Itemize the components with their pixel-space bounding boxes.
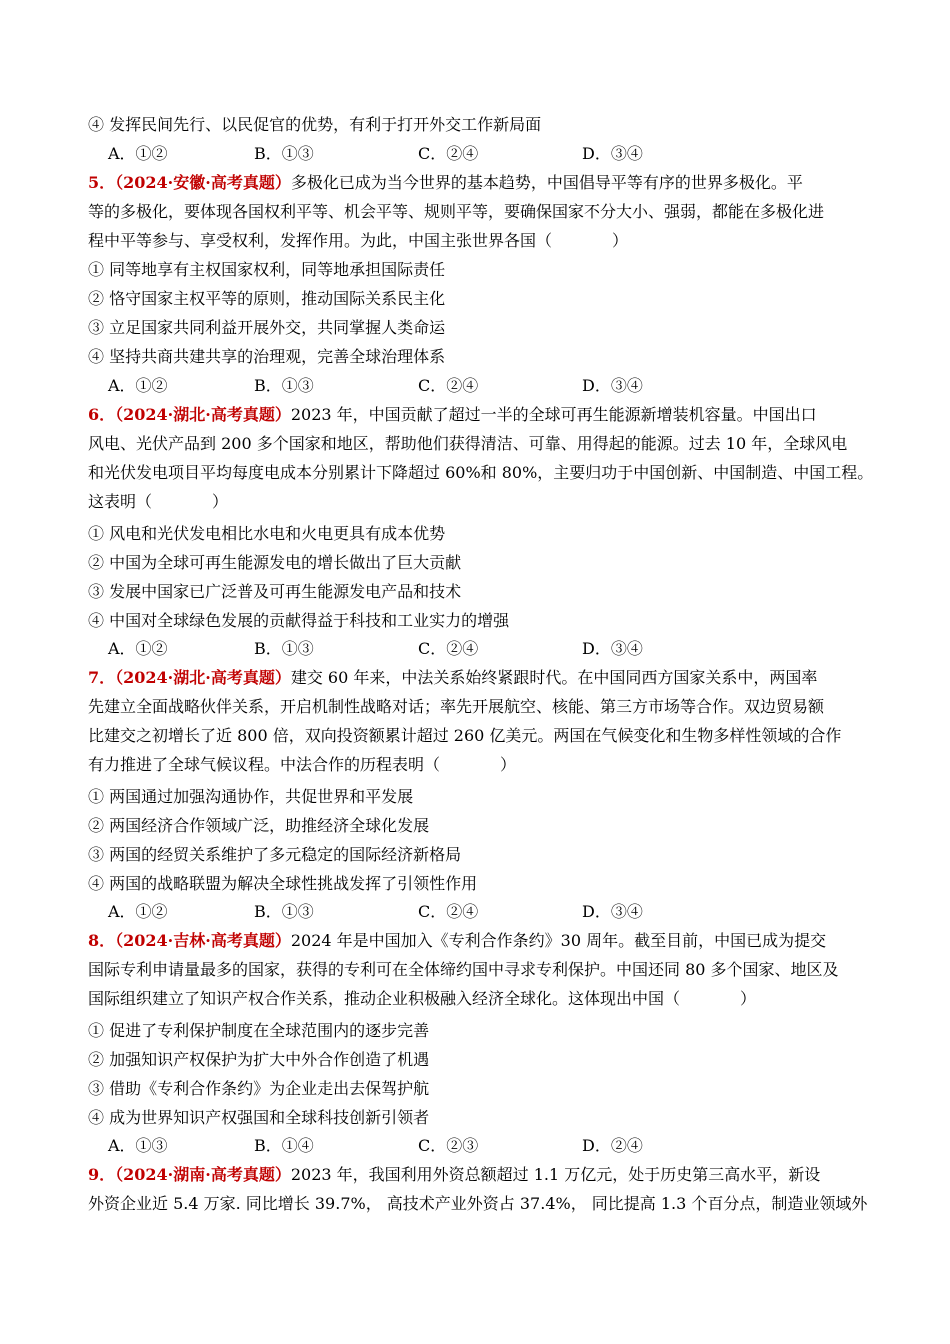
q4-options bbox=[108, 144, 808, 164]
question-number: 8． bbox=[88, 931, 116, 950]
option-d[interactable]: D．③④ bbox=[582, 639, 643, 658]
q7-statement-2: ② 两国经济合作领域广泛，助推经济全球化发展 bbox=[88, 816, 430, 835]
option-b[interactable]: B．①③ bbox=[254, 902, 314, 921]
q5-statement-1: ① 同等地享有主权国家权利，同等地承担国际责任 bbox=[88, 260, 446, 279]
question-number: 9． bbox=[88, 1165, 116, 1184]
q8-statement-4: ④ 成为世界知识产权强国和全球科技创新引领者 bbox=[88, 1108, 430, 1127]
q5-line-1: 5．（2024·安徽·高考真题）多极化已成为当今世界的基本趋势，中国倡导平等有序的世界多极化。平 bbox=[88, 173, 803, 192]
option-c[interactable]: C．②③ bbox=[418, 1136, 479, 1155]
option-b[interactable]: B．①③ bbox=[254, 639, 314, 658]
q5-line-3: 程中平等参与、享受权利，发挥作用。为此，中国主张世界各国（ ） bbox=[88, 231, 629, 250]
q4-statement-4: ④ 发挥民间先行、以民促官的优势，有利于打开外交工作新局面 bbox=[88, 115, 542, 134]
q5-options bbox=[108, 376, 808, 396]
q6-statement-1: ① 风电和光伏发电相比水电和火电更具有成本优势 bbox=[88, 524, 446, 543]
question-source: （2024·湖南·高考真题） bbox=[115, 1165, 291, 1184]
q7-options bbox=[108, 902, 808, 922]
question-number: 7． bbox=[88, 668, 116, 687]
option-d[interactable]: D．③④ bbox=[582, 144, 643, 163]
q7-statement-1: ① 两国通过加强沟通协作，共促世界和平发展 bbox=[88, 787, 414, 806]
question-source: （2024·安徽·高考真题） bbox=[115, 173, 291, 192]
q7-statement-4: ④ 两国的战略联盟为解决全球性挑战发挥了引领性作用 bbox=[88, 874, 478, 893]
option-d[interactable]: D．②④ bbox=[582, 1136, 643, 1155]
q7-line-1: 7．（2024·湖北·高考真题）建交 60 年来，中法关系始终紧跟时代。在中国同西方国家关系中，两国率 bbox=[88, 668, 818, 687]
option-b[interactable]: B．①③ bbox=[254, 376, 314, 395]
q7-statement-3: ③ 两国的经贸关系维护了多元稳定的国际经济新格局 bbox=[88, 845, 462, 864]
option-a[interactable]: A．①② bbox=[108, 144, 168, 163]
q7-line-2: 先建立全面战略伙伴关系，开启机制性战略对话；率先开展航空、核能、第三方市场等合作。双边贸易额 bbox=[88, 697, 825, 716]
q8-line-3: 国际组织建立了知识产权合作关系，推动企业积极融入经济全球化。这体现出中国（ ） bbox=[88, 989, 757, 1008]
q6-line-1: 6．（2024·湖北·高考真题）2023 年，中国贡献了超过一半的全球可再生能源新增装机容量。中国出口 bbox=[88, 405, 817, 424]
question-number: 5． bbox=[88, 173, 116, 192]
option-c[interactable]: C．②④ bbox=[418, 144, 479, 163]
q9-line-2: 外资企业近 5.4 万家. 同比增长 39.7%， 高技术产业外资占 37.4%， 同比提高 1.3 个百分点，制造业领域外 bbox=[88, 1194, 868, 1213]
q5-line-2: 等的多极化，要体现各国权利平等、机会平等、规则平等，要确保国家不分大小、强弱，都能在多极化进 bbox=[88, 202, 825, 221]
question-source: （2024·湖北·高考真题） bbox=[115, 668, 291, 687]
option-d[interactable]: D．③④ bbox=[582, 902, 643, 921]
option-c[interactable]: C．②④ bbox=[418, 376, 479, 395]
question-number: 6． bbox=[88, 405, 116, 424]
q8-line-2: 国际专利申请量最多的国家，获得的专利可在全体缔约国中寻求专利保护。中国还同 80 多个国家、地区及 bbox=[88, 960, 839, 979]
q5-statement-2: ② 恪守国家主权平等的原则，推动国际关系民主化 bbox=[88, 289, 446, 308]
q6-statement-4: ④ 中国对全球绿色发展的贡献得益于科技和工业实力的增强 bbox=[88, 611, 510, 630]
q5-statement-4: ④ 坚持共商共建共享的治理观，完善全球治理体系 bbox=[88, 347, 446, 366]
question-source: （2024·吉林·高考真题） bbox=[115, 931, 291, 950]
option-a[interactable]: A．①② bbox=[108, 902, 168, 921]
q9-line-1: 9．（2024·湖南·高考真题）2023 年，我国利用外资总额超过 1.1 万亿元，处于历史第三高水平，新设 bbox=[88, 1165, 821, 1184]
q6-line-4: 这表明（ ） bbox=[88, 492, 229, 511]
option-a[interactable]: A．①③ bbox=[108, 1136, 168, 1155]
option-b[interactable]: B．①④ bbox=[254, 1136, 314, 1155]
option-a[interactable]: A．①② bbox=[108, 639, 168, 658]
q7-line-4: 有力推进了全球气候议程。中法合作的历程表明（ ） bbox=[88, 755, 517, 774]
option-a[interactable]: A．①② bbox=[108, 376, 168, 395]
question-source: （2024·湖北·高考真题） bbox=[115, 405, 291, 424]
q6-line-3: 和光伏发电项目平均每度电成本分别累计下降超过 60%和 80%，主要归功于中国创新、中国制造、中国工程。 bbox=[88, 463, 874, 482]
q8-options bbox=[108, 1136, 808, 1156]
q6-options bbox=[108, 639, 808, 659]
q8-line-1: 8．（2024·吉林·高考真题）2024 年是中国加入《专利合作条约》30 周年。截至目前，中国已成为提交 bbox=[88, 931, 827, 950]
option-c[interactable]: C．②④ bbox=[418, 639, 479, 658]
q6-statement-3: ③ 发展中国家已广泛普及可再生能源发电产品和技术 bbox=[88, 582, 462, 601]
option-d[interactable]: D．③④ bbox=[582, 376, 643, 395]
q8-statement-2: ② 加强知识产权保护为扩大中外合作创造了机遇 bbox=[88, 1050, 430, 1069]
option-c[interactable]: C．②④ bbox=[418, 902, 479, 921]
q7-line-3: 比建交之初增长了近 800 倍，双向投资额累计超过 260 亿美元。两国在气候变化和生物多样性领域的合作 bbox=[88, 726, 842, 745]
q8-statement-3: ③ 借助《专利合作条约》为企业走出去保驾护航 bbox=[88, 1079, 430, 1098]
q8-statement-1: ① 促进了专利保护制度在全球范围内的逐步完善 bbox=[88, 1021, 430, 1040]
q5-statement-3: ③ 立足国家共同利益开展外交，共同掌握人类命运 bbox=[88, 318, 446, 337]
option-b[interactable]: B．①③ bbox=[254, 144, 314, 163]
q6-line-2: 风电、光伏产品到 200 多个国家和地区，帮助他们获得清洁、可靠、用得起的能源。过去 10 年，全球风电 bbox=[88, 434, 848, 453]
q6-statement-2: ② 中国为全球可再生能源发电的增长做出了巨大贡献 bbox=[88, 553, 462, 572]
